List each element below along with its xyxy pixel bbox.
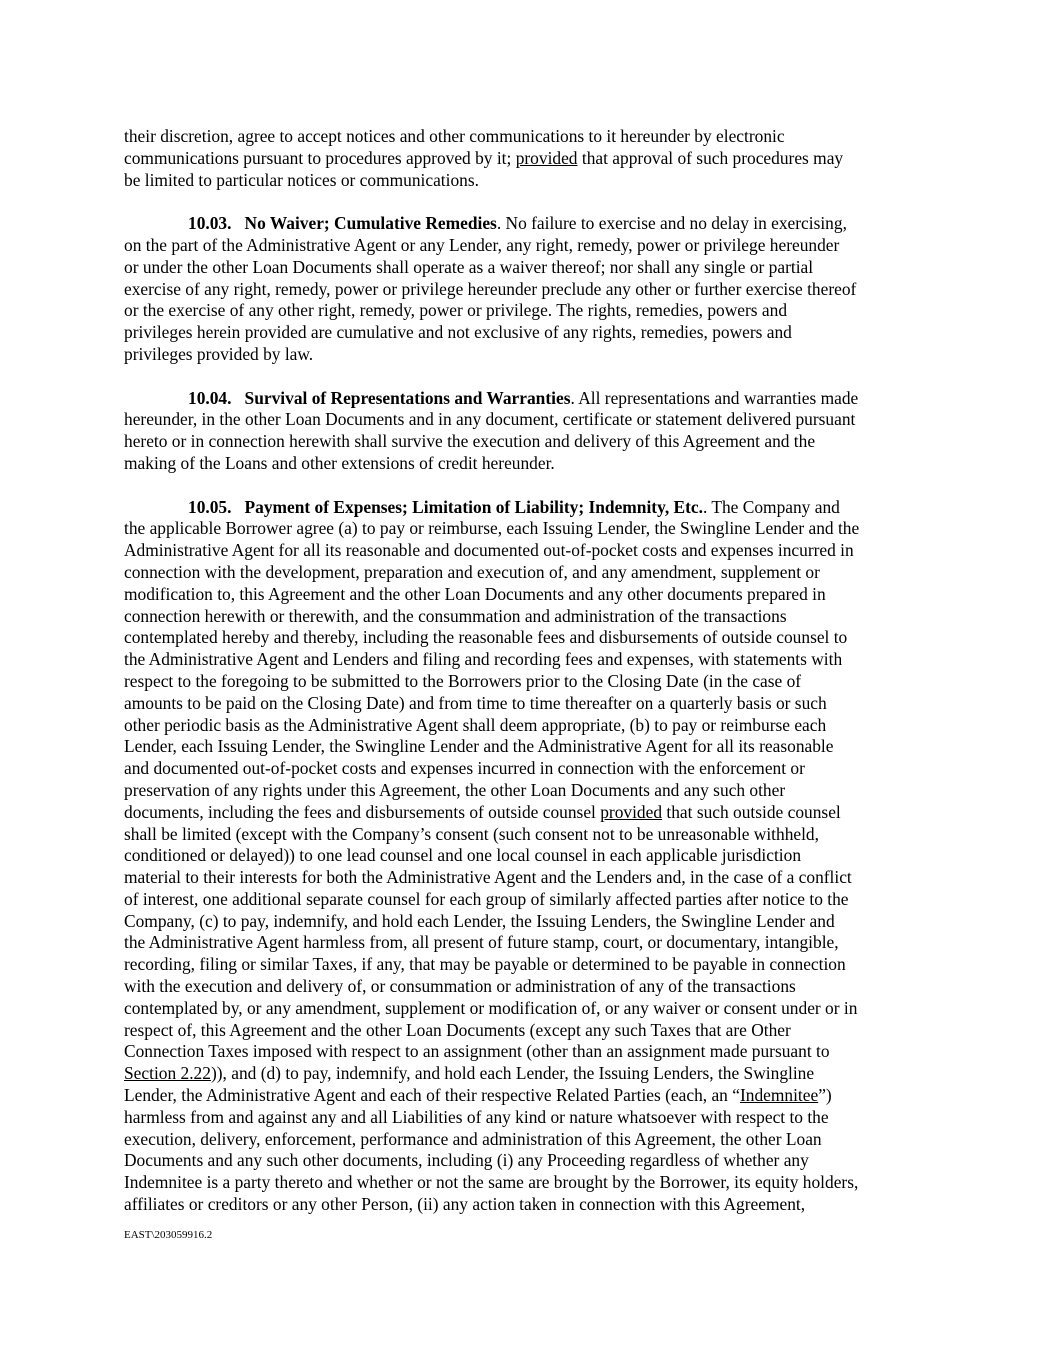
text-line: hereunder, in the other Loan Documents and in any document, certificate or statement delivered pursuant [124,409,856,430]
text-line: Lender, the Administrative Agent and each of their respective Related Parties (each, an “Indemnitee”) [124,1085,832,1106]
paragraph-gap [124,191,934,213]
text-line: conditioned or delayed)) to one lead counsel and one local counsel in each applicable jurisdiction [124,845,802,866]
section-number: 10.04. [188,387,232,408]
underlined-term: provided [515,147,578,168]
text-line: the applicable Borrower agree (a) to pay or reimburse, each Issuing Lender, the Swingline Lender and the [124,518,860,539]
text-line: communications pursuant to procedures approved by it; provided that approval of such procedures may [124,147,844,168]
text-line: Indemnitee is a party thereto and whether or not the same are brought by the Borrower, its equity holders, [124,1172,859,1193]
text-line: or the exercise of any other right, remedy, power or privilege. The rights, remedies, powers and [124,300,788,321]
section-10-05 [124,497,934,1216]
document-footer-id: EAST\203059916.2 [124,1229,213,1241]
section-heading-line: 10.05. Payment of Expenses; Limitation of Liability; Indemnity, Etc.. The Company and [188,496,840,517]
underlined-term: provided [600,801,663,822]
text-line: amounts to be paid on the Closing Date) and from time to time thereafter on a quarterly basis or such [124,692,827,713]
text-line: harmless from and against any and all Liabilities of any kind or nature whatsoever with respect to the [124,1106,829,1127]
section-number: 10.03. [188,213,232,234]
text-line: or under the other Loan Documents shall operate as a waiver thereof; nor shall any single or partial [124,256,814,277]
underlined-term: Indemnitee [739,1085,819,1106]
text-line: documents, including the fees and disbursements of outside counsel provided that such outside counsel [124,801,841,822]
text-line: hereto or in connection herewith shall survive the execution and delivery of this Agreement and the [124,431,816,452]
text-line: on the part of the Administrative Agent or any Lender, any right, remedy, power or privilege hereunder [124,234,840,255]
text-line: contemplated by, or any amendment, supplement or modification of, or any waiver or consent under or in [124,997,858,1018]
text-line: respect to the foregoing to be submitted to the Borrowers prior to the Closing Date (in the case of [124,670,802,691]
text-line: Lender, each Issuing Lender, the Swingline Lender and the Administrative Agent for all its reasonable [124,736,834,757]
text-line: affiliates or creditors or any other Person, (ii) any action taken in connection with this Agreement, [124,1194,806,1215]
document-page [124,126,934,1216]
text-line: with the execution and delivery of, or consummation or administration of any of the transactions [124,976,796,997]
text-line: recording, filing or similar Taxes, if any, that may be payable or determined to be payable in connection [124,954,846,975]
section-heading-line: 10.03. No Waiver; Cumulative Remedies. No failure to exercise and no delay in exercising, [188,213,847,234]
section-heading: Payment of Expenses; Limitation of Liability; Indemnity, Etc. [244,496,703,517]
text-line: modification to, this Agreement and the other Loan Documents and any other documents prepared in [124,583,826,604]
text-line: Connection Taxes imposed with respect to an assignment (other than an assignment made pursuant to [124,1041,830,1062]
text-line: Documents and any such other documents, including (i) any Proceeding regardless of whether any [124,1150,809,1171]
paragraph-continuation [124,126,934,191]
paragraph-gap [124,366,934,388]
section-number: 10.05. [188,496,232,517]
text-line: connection herewith or therewith, and the consummation and administration of the transactions [124,605,787,626]
text-line: their discretion, agree to accept notices and other communications to it hereunder by electronic [124,126,785,146]
text-line: Company, (c) to pay, indemnify, and hold each Lender, the Issuing Lenders, the Swingline Lender and [124,910,835,931]
text-line: Administrative Agent for all its reasonable and documented out-of-pocket costs and expenses incurred in [124,540,854,561]
section-heading-line: 10.04. Survival of Representations and Warranties. All representations and warranties made [188,387,859,408]
text-line: exercise of any right, remedy, power or privilege hereunder preclude any other or further exercise thereof [124,278,857,299]
underlined-term: Section 2.22 [124,1063,211,1084]
text-line: connection with the development, preparation and execution of, and any amendment, supplement or [124,561,820,582]
text-line: the Administrative Agent harmless from, all present of future stamp, court, or documentary, intangible, [124,932,839,953]
paragraph-gap [124,475,934,497]
text-line: other periodic basis as the Administrative Agent shall deem appropriate, (b) to pay or reimburse each [124,714,827,735]
text-line: shall be limited (except with the Company’s consent (such consent not to be unreasonable withheld, [124,823,819,844]
text-line: privileges herein provided are cumulative and not exclusive of any rights, remedies, powers and [124,322,792,343]
section-10-04 [124,388,934,475]
text-line: and documented out-of-pocket costs and expenses incurred in connection with the enforcement or [124,758,805,779]
text-line: preservation of any rights under this Agreement, the other Loan Documents and any such other [124,779,786,800]
text-line: execution, delivery, enforcement, performance and administration of this Agreement, the other Loan [124,1128,822,1149]
text-line: privileges provided by law. [124,343,314,364]
section-10-03 [124,213,934,366]
text-line: material to their interests for both the Administrative Agent and the Lenders and, in the case of a conflict [124,867,852,888]
text-line: respect of, this Agreement and the other Loan Documents (except any such Taxes that are Other [124,1019,791,1040]
section-heading: No Waiver; Cumulative Remedies [244,213,497,234]
text-line: be limited to particular notices or communications. [124,169,479,190]
text-line: contemplated hereby and thereby, including the reasonable fees and disbursements of outside counsel to [124,627,848,648]
text-line: of interest, one additional separate counsel for each group of similarly affected parties after notice to the [124,888,849,909]
text-line: making of the Loans and other extensions of credit hereunder. [124,452,555,473]
section-heading: Survival of Representations and Warranties [244,387,571,408]
text-line: the Administrative Agent and Lenders and filing and recording fees and expenses, with statements with [124,649,843,670]
text-line: Section 2.22)), and (d) to pay, indemnify, and hold each Lender, the Issuing Lenders, the Swingline [124,1063,815,1084]
